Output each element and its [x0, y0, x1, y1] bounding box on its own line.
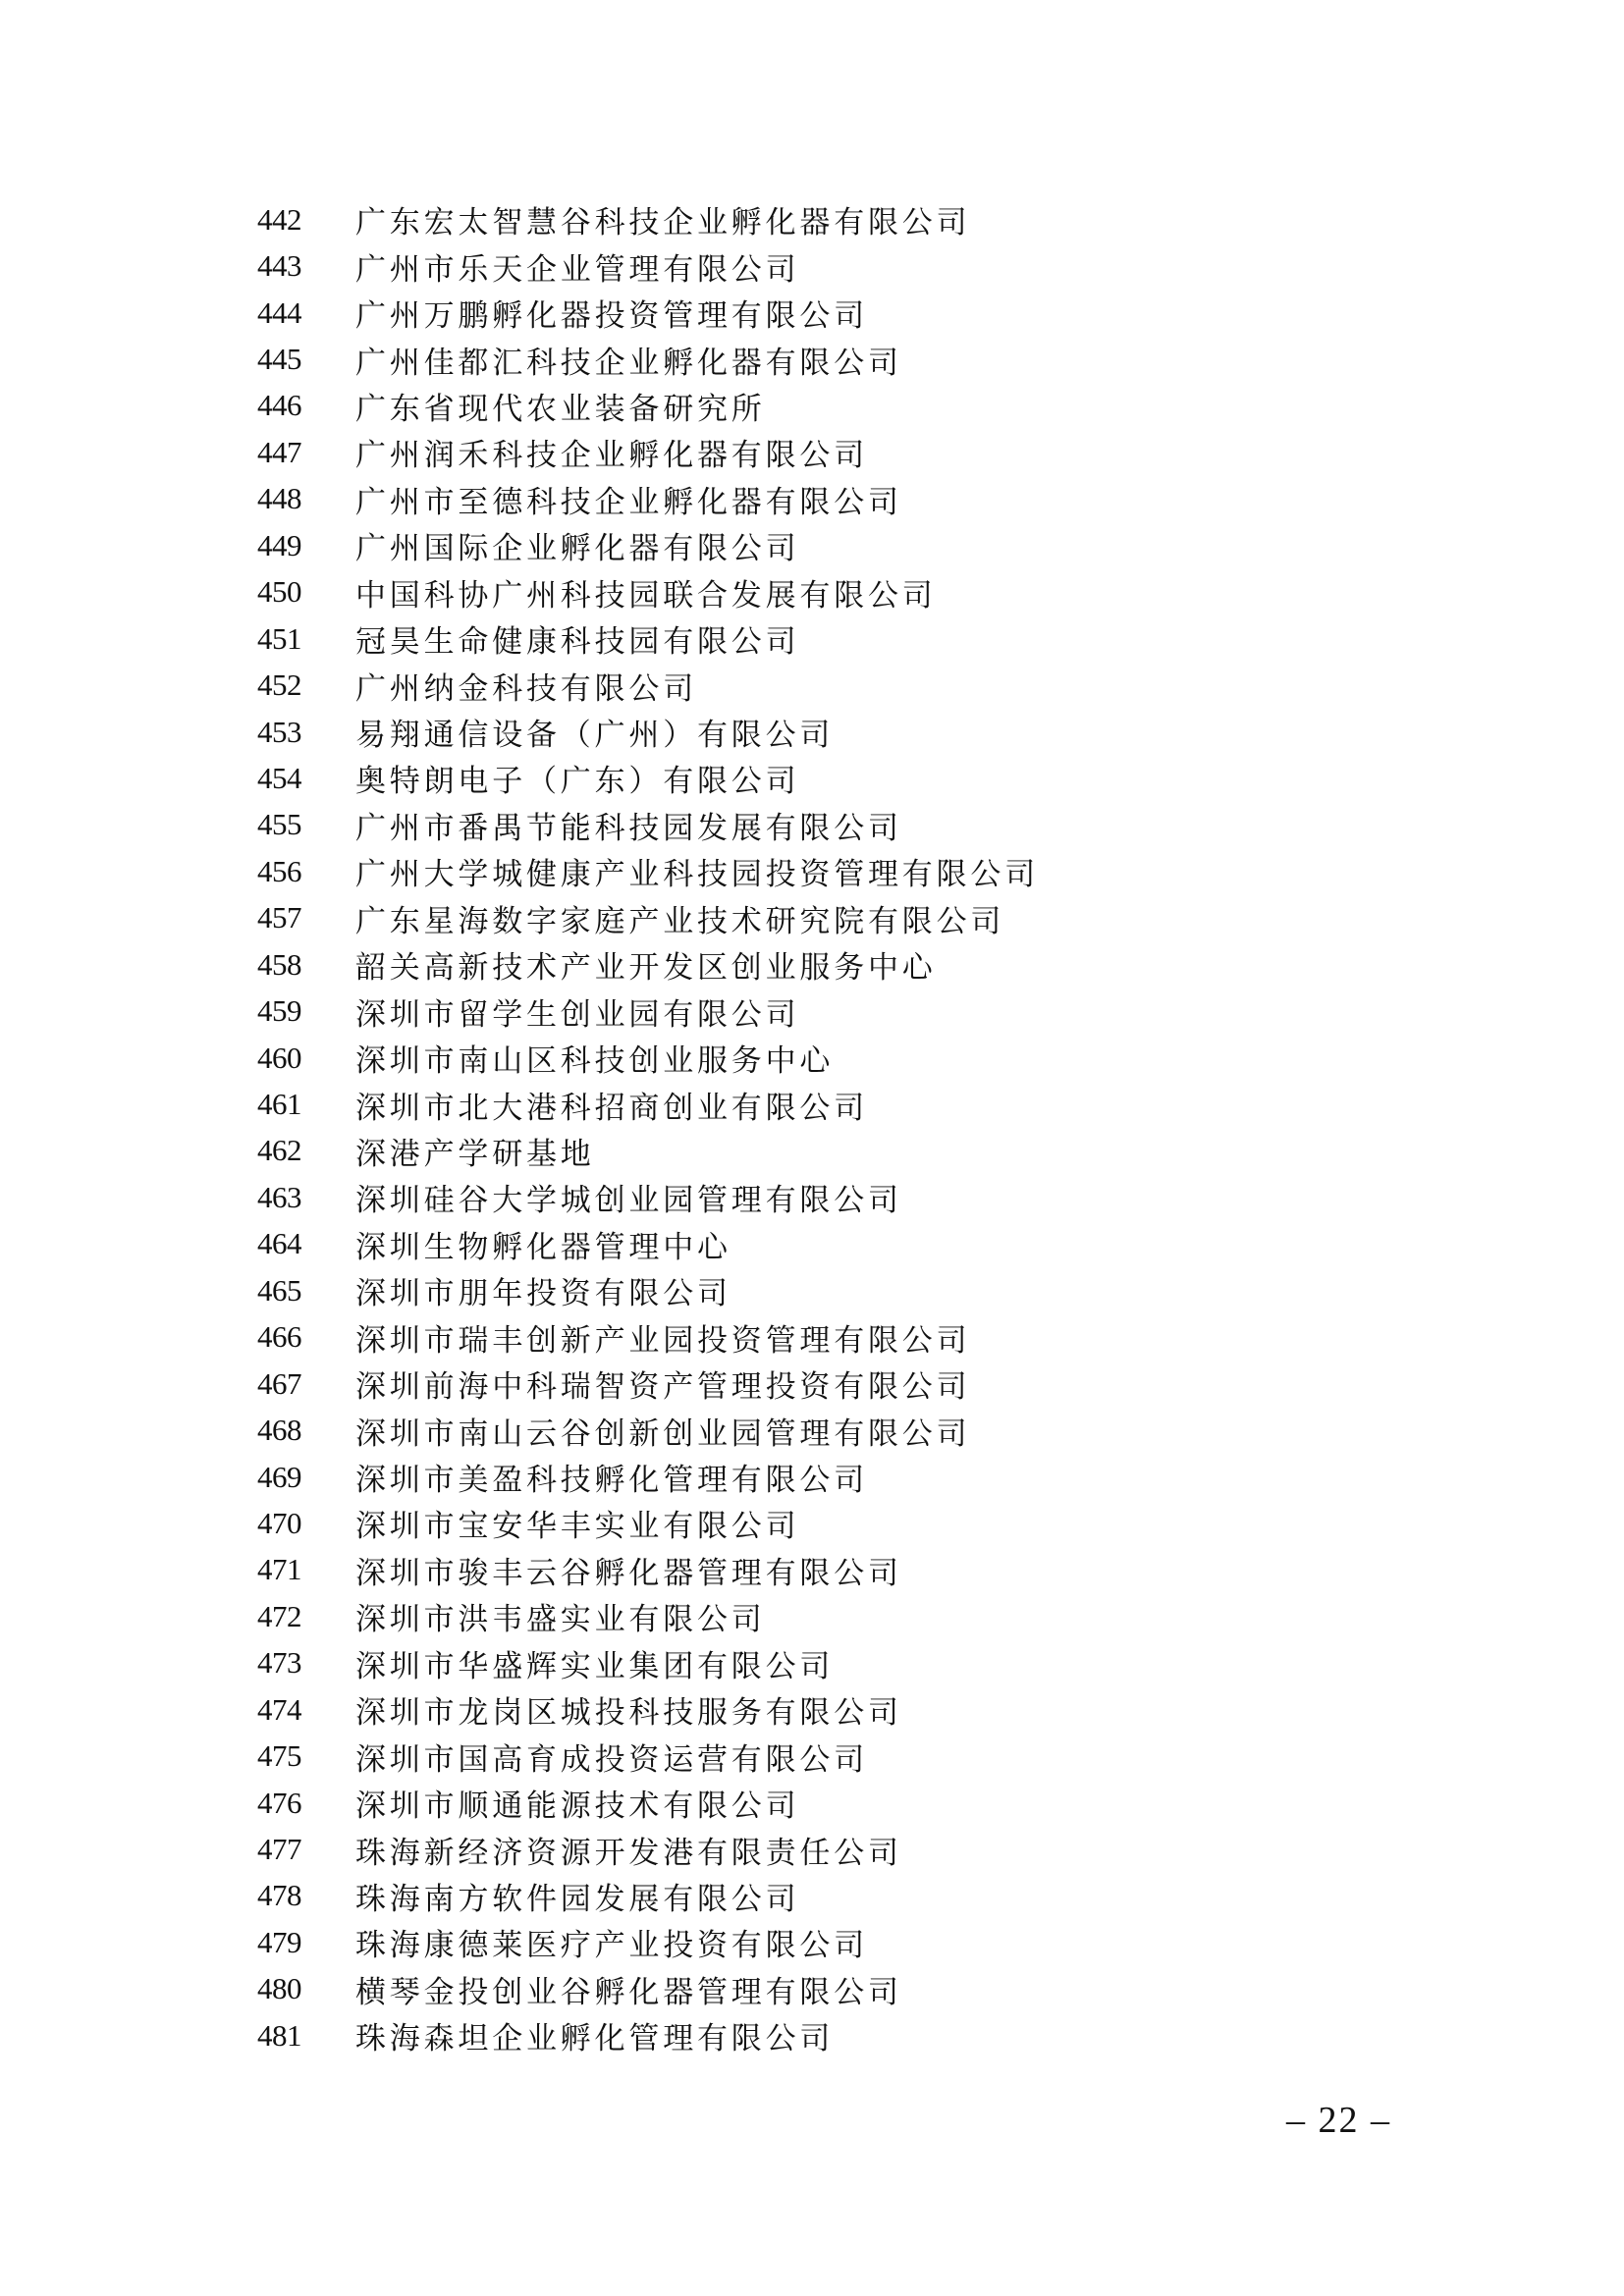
entry-number: 466 [257, 1319, 301, 1355]
entry-name: 深圳市北大港科招商创业有限公司 [355, 1090, 868, 1126]
entry-number: 467 [257, 1365, 301, 1401]
list-item [257, 1733, 1039, 1779]
list-item [257, 1221, 1039, 1267]
entry-number: 446 [257, 388, 301, 423]
list-item [257, 383, 1039, 429]
entry-name: 深圳硅谷大学城创业园管理有限公司 [355, 1183, 902, 1219]
entry-name: 广东宏太智慧谷科技企业孵化器有限公司 [355, 205, 971, 241]
entry-number: 472 [257, 1598, 301, 1633]
entry-name: 广州国际企业孵化器有限公司 [355, 531, 800, 567]
entry-number: 465 [257, 1272, 301, 1308]
entry-number: 475 [257, 1738, 301, 1774]
entry-number: 458 [257, 946, 301, 982]
entry-name: 深圳前海中科瑞智资产管理投资有限公司 [355, 1369, 971, 1406]
entry-number: 476 [257, 1785, 301, 1820]
entry-number: 449 [257, 527, 301, 562]
list-item [257, 988, 1039, 1034]
list-item [257, 1081, 1039, 1127]
list-item [257, 941, 1039, 988]
entry-name: 深圳市华盛辉实业集团有限公司 [355, 1648, 835, 1684]
list-item [257, 1454, 1039, 1500]
entry-name: 深圳市宝安华丰实业有限公司 [355, 1509, 800, 1545]
entry-name: 深港产学研基地 [355, 1136, 595, 1172]
entry-number: 479 [257, 1924, 301, 1959]
entry-name: 深圳市国高育成投资运营有限公司 [355, 1741, 868, 1778]
list-item [257, 1919, 1039, 1965]
list-item [257, 615, 1039, 662]
entry-name: 珠海森坦企业孵化管理有限公司 [355, 2021, 835, 2057]
entry-number: 474 [257, 1691, 301, 1727]
list-item [257, 802, 1039, 848]
entry-number: 462 [257, 1133, 301, 1168]
entry-number: 461 [257, 1087, 301, 1122]
list-item [257, 1780, 1039, 1826]
list-item [257, 1500, 1039, 1546]
list-item [257, 1966, 1039, 2012]
list-item [257, 895, 1039, 941]
entry-name: 深圳市南山区科技创业服务中心 [355, 1043, 835, 1080]
entry-number: 471 [257, 1552, 301, 1587]
entry-number: 445 [257, 342, 301, 377]
entry-number: 470 [257, 1505, 301, 1540]
entry-number: 454 [257, 760, 301, 795]
entry-number: 442 [257, 201, 301, 237]
entry-number: 450 [257, 574, 301, 610]
list-item [257, 336, 1039, 382]
entry-number: 481 [257, 2017, 301, 2053]
entry-number: 448 [257, 481, 301, 516]
list-item [257, 662, 1039, 708]
entry-name: 广州市至德科技企业孵化器有限公司 [355, 484, 902, 520]
entry-name: 奥特朗电子（广东）有限公司 [355, 764, 800, 800]
list-item [257, 242, 1039, 289]
entry-number: 463 [257, 1179, 301, 1214]
list-item [257, 1640, 1039, 1686]
list-item [257, 709, 1039, 755]
entry-name: 广州万鹏孵化器投资管理有限公司 [355, 298, 868, 335]
list-item [257, 569, 1039, 615]
entry-name: 深圳生物孵化器管理中心 [355, 1229, 731, 1265]
list-item [257, 1035, 1039, 1081]
list-item [257, 1267, 1039, 1313]
list-item [257, 1361, 1039, 1407]
entry-number: 447 [257, 434, 301, 469]
list-item [257, 290, 1039, 336]
entry-name: 横琴金投创业谷孵化器管理有限公司 [355, 1974, 902, 2010]
list-item [257, 476, 1039, 522]
entry-number: 443 [257, 248, 301, 284]
list-item [257, 2012, 1039, 2058]
entry-name: 深圳市美盈科技孵化管理有限公司 [355, 1463, 868, 1499]
entry-number: 456 [257, 853, 301, 888]
entry-name: 广州润禾科技企业孵化器有限公司 [355, 438, 868, 474]
entry-number: 473 [257, 1645, 301, 1681]
entry-number: 477 [257, 1832, 301, 1867]
list-item [257, 1593, 1039, 1639]
entry-name: 易翔通信设备（广州）有限公司 [355, 718, 835, 754]
page-number: – 22 – [1286, 2100, 1391, 2141]
entry-name: 冠昊生命健康科技园有限公司 [355, 624, 800, 661]
entry-name: 深圳市朋年投资有限公司 [355, 1276, 731, 1312]
entry-number: 451 [257, 620, 301, 656]
entry-name: 广州市番禺节能科技园发展有限公司 [355, 810, 902, 846]
entry-name: 珠海新经济资源开发港有限责任公司 [355, 1835, 902, 1871]
entry-number: 478 [257, 1878, 301, 1913]
entry-number: 468 [257, 1413, 301, 1448]
list-item [257, 1686, 1039, 1733]
entry-number: 460 [257, 1040, 301, 1075]
entry-number: 459 [257, 993, 301, 1029]
list-item [257, 1407, 1039, 1453]
list-item [257, 1547, 1039, 1593]
entry-name: 深圳市骏丰云谷孵化器管理有限公司 [355, 1555, 902, 1591]
entry-number: 444 [257, 294, 301, 330]
entry-name: 深圳市顺通能源技术有限公司 [355, 1789, 800, 1825]
list-item [257, 196, 1039, 242]
entry-name: 广东省现代农业装备研究所 [355, 391, 766, 427]
entry-number: 469 [257, 1459, 301, 1494]
list-item [257, 1128, 1039, 1174]
entry-name: 深圳市南山云谷创新创业园管理有限公司 [355, 1415, 971, 1452]
entry-name: 韶关高新技术产业开发区创业服务中心 [355, 950, 937, 987]
entry-name: 深圳市龙岗区城投科技服务有限公司 [355, 1695, 902, 1732]
entry-name: 广州市乐天企业管理有限公司 [355, 251, 800, 288]
entry-name: 中国科协广州科技园联合发展有限公司 [355, 577, 937, 614]
list-item [257, 522, 1039, 568]
entry-number: 457 [257, 900, 301, 935]
entry-number: 480 [257, 1971, 301, 2006]
entry-number: 455 [257, 807, 301, 842]
entry-number: 453 [257, 714, 301, 749]
entry-name: 深圳市洪韦盛实业有限公司 [355, 1602, 766, 1638]
list-item [257, 1826, 1039, 1872]
entry-name: 广州大学城健康产业科技园投资管理有限公司 [355, 857, 1039, 893]
entry-name: 广州佳都汇科技企业孵化器有限公司 [355, 345, 902, 381]
list-item [257, 1314, 1039, 1361]
entry-number: 452 [257, 667, 301, 703]
entry-name: 珠海康德莱医疗产业投资有限公司 [355, 1928, 868, 1964]
list-item [257, 848, 1039, 894]
list-item [257, 1873, 1039, 1919]
list-item [257, 755, 1039, 801]
entry-list [257, 196, 1039, 2059]
entry-name: 深圳市留学生创业园有限公司 [355, 996, 800, 1033]
entry-name: 深圳市瑞丰创新产业园投资管理有限公司 [355, 1322, 971, 1359]
list-item [257, 1174, 1039, 1220]
list-item [257, 429, 1039, 475]
entry-name: 广州纳金科技有限公司 [355, 670, 697, 707]
entry-number: 464 [257, 1226, 301, 1261]
entry-name: 广东星海数字家庭产业技术研究院有限公司 [355, 903, 1005, 939]
entry-name: 珠海南方软件园发展有限公司 [355, 1881, 800, 1917]
